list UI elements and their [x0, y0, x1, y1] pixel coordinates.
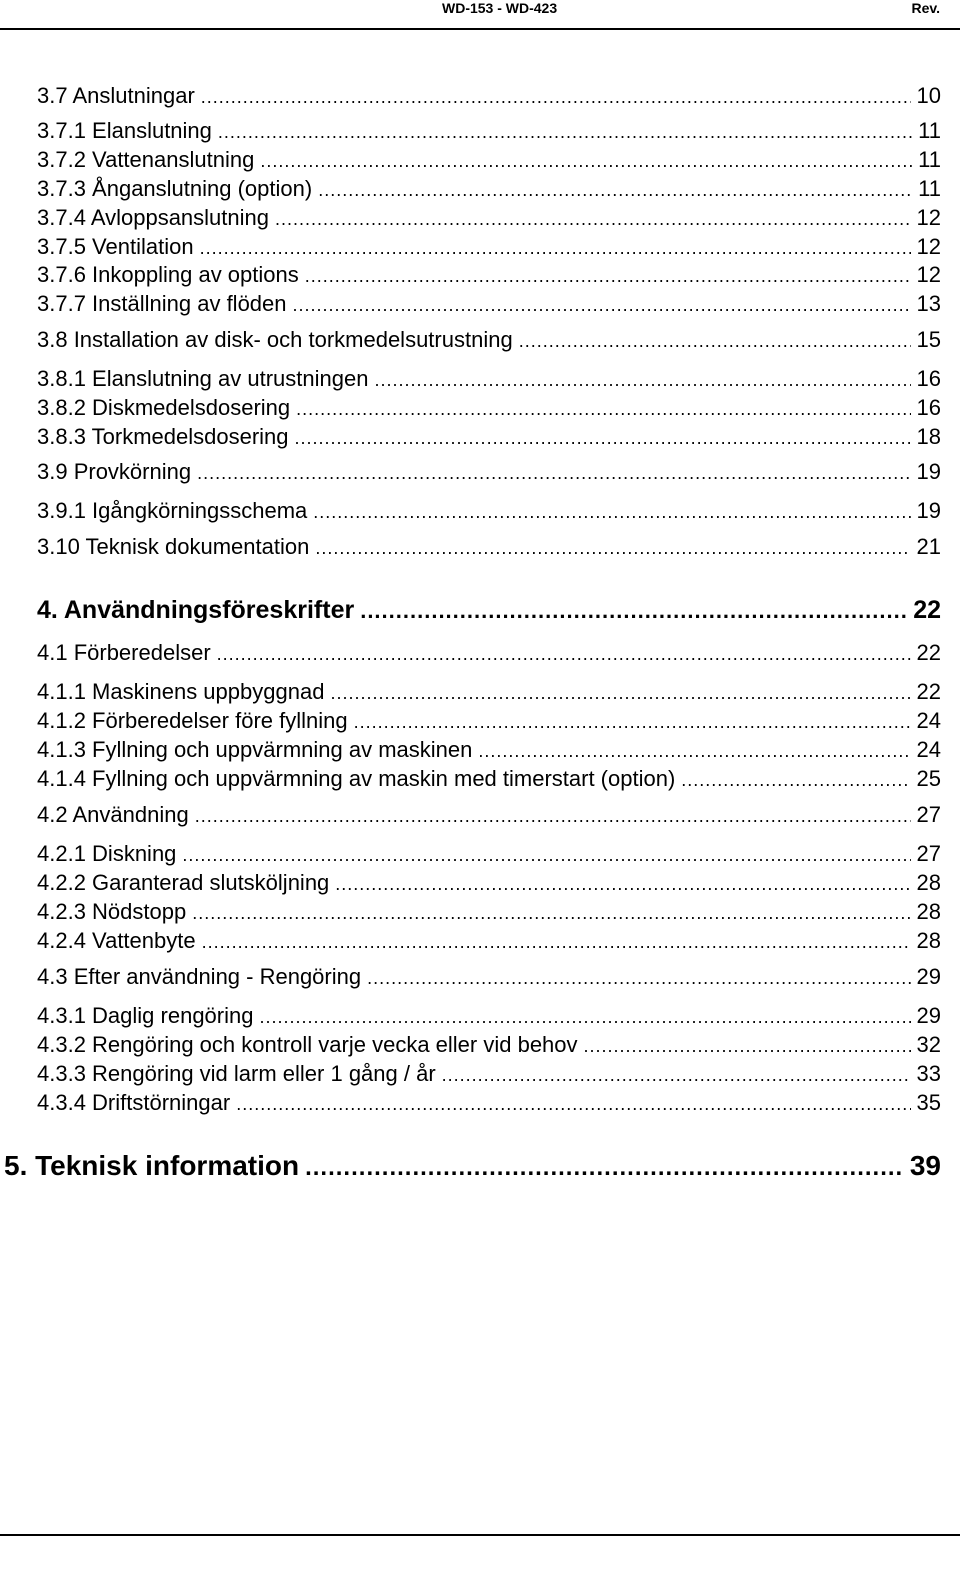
- toc-entry-4-3-3[interactable]: [37, 1061, 941, 1088]
- toc-entry-3-7-1[interactable]: [37, 118, 941, 145]
- toc-label: 3.8.3 Torkmedelsdosering: [37, 424, 289, 449]
- toc-label: 3.7.7 Inställning av flöden: [37, 291, 287, 316]
- toc-label: 3.7.2 Vattenanslutning: [37, 147, 255, 172]
- toc-leader: [584, 1033, 911, 1059]
- toc-entry-3-7-6[interactable]: [37, 262, 941, 289]
- toc-leader: [182, 842, 910, 868]
- toc-entry-3-7-7[interactable]: [37, 291, 941, 318]
- toc-leader: [217, 641, 911, 667]
- toc-page: 33: [916, 1061, 941, 1086]
- toc-leader: [197, 460, 910, 486]
- toc-entry-4-2-3[interactable]: [37, 899, 941, 926]
- toc-page: 19: [916, 498, 941, 523]
- toc-page: 22: [916, 679, 941, 704]
- toc-page: 29: [916, 964, 941, 989]
- toc-label: 4.3.3 Rengöring vid larm eller 1 gång / år: [37, 1061, 436, 1086]
- toc-label: 3.7.1 Elanslutning: [37, 118, 212, 143]
- toc-leader: [354, 709, 911, 735]
- toc-label: 4.3.2 Rengöring och kontroll varje vecka eller vid behov: [37, 1032, 578, 1057]
- toc-leader: [330, 680, 910, 706]
- toc-leader: [260, 148, 912, 174]
- toc-page: 16: [916, 366, 941, 391]
- toc-entry-4-3-4[interactable]: [37, 1090, 941, 1117]
- toc-leader: [318, 177, 912, 203]
- toc-label: 3.7.5 Ventilation: [37, 234, 194, 259]
- toc-page: 12: [916, 262, 941, 287]
- toc-label: 4.2.2 Garanterad slutsköljning: [37, 870, 330, 895]
- toc-leader: [201, 84, 911, 110]
- toc-label: 4.1.1 Maskinens uppbyggnad: [37, 679, 325, 704]
- toc-entry-5[interactable]: [4, 1150, 941, 1184]
- toc-label: 3.8.2 Diskmedelsdosering: [37, 395, 291, 420]
- toc-entry-4-1-2[interactable]: [37, 708, 941, 735]
- toc-label: 4.2 Användning: [37, 802, 189, 827]
- toc-leader: [202, 929, 911, 955]
- toc-leader: [367, 965, 910, 991]
- toc-page: 22: [913, 596, 941, 624]
- toc-page: 35: [916, 1090, 941, 1115]
- toc-leader: [315, 535, 910, 561]
- toc-label: 4.2.3 Nödstopp: [37, 899, 187, 924]
- toc-page: 10: [916, 83, 941, 108]
- toc-label: 4.1.3 Fyllning och uppvärmning av maskinen: [37, 737, 473, 762]
- toc-entry-3-7-3[interactable]: [37, 176, 941, 203]
- toc-label: 4.1.2 Förberedelser före fyllning: [37, 708, 348, 733]
- toc-page: 27: [916, 802, 941, 827]
- toc-label: 4.3 Efter användning - Rengöring: [37, 964, 362, 989]
- toc-leader: [295, 425, 911, 451]
- toc-page: 25: [916, 766, 941, 791]
- toc-leader: [192, 900, 910, 926]
- toc-page: 11: [918, 147, 941, 172]
- toc-entry-3-7-5[interactable]: [37, 234, 941, 261]
- toc-label: 3.7.6 Inkoppling av options: [37, 262, 299, 287]
- toc-page: 13: [916, 291, 941, 316]
- toc-entry-3-7-4[interactable]: [37, 205, 941, 232]
- toc-page: 19: [916, 459, 941, 484]
- toc-label: 3.9.1 Igångkörningsschema: [37, 498, 308, 523]
- toc-page: 15: [916, 327, 941, 352]
- toc-label: 4.1.4 Fyllning och uppvärmning av maskin med timerstart (option): [37, 766, 676, 791]
- toc-entry-4-2-2[interactable]: [37, 870, 941, 897]
- toc-leader: [305, 1152, 904, 1184]
- toc-page: 11: [918, 118, 941, 143]
- toc-page: 12: [916, 205, 941, 230]
- toc-entry-3-8[interactable]: [37, 327, 941, 354]
- toc-entry-4-3-2[interactable]: [37, 1032, 941, 1059]
- toc-label: 3.8.1 Elanslutning av utrustningen: [37, 366, 369, 391]
- toc-page: 39: [909, 1150, 941, 1181]
- toc-leader: [275, 206, 911, 232]
- toc-page: 16: [916, 395, 941, 420]
- toc-label: 3.10 Teknisk dokumentation: [37, 534, 310, 559]
- footer-rule: [0, 1534, 960, 1536]
- toc-entry-3-9-1[interactable]: [37, 498, 941, 525]
- toc-leader: [218, 119, 912, 145]
- toc-label: 4.3.4 Driftstörningar: [37, 1090, 231, 1115]
- toc-entry-4-1[interactable]: [37, 640, 941, 667]
- toc-entry-3-7-2[interactable]: [37, 147, 941, 174]
- toc-entry-3-8-3[interactable]: [37, 424, 941, 451]
- toc-page: 24: [916, 708, 941, 733]
- toc-entry-3-10[interactable]: [37, 534, 941, 561]
- toc-entry-3-9[interactable]: [37, 459, 941, 486]
- toc-label: 3.7.3 Ånganslutning (option): [37, 176, 313, 201]
- page-header: [0, 0, 960, 30]
- toc-leader: [335, 871, 910, 897]
- toc-leader: [313, 499, 910, 525]
- toc-entry-4-3-1[interactable]: [37, 1003, 941, 1030]
- toc-entry-4-3[interactable]: [37, 964, 941, 991]
- toc-page: 11: [918, 176, 941, 201]
- toc-page: 18: [916, 424, 941, 449]
- toc-entry-4-1-3[interactable]: [37, 737, 941, 764]
- toc-label: 4.2.1 Diskning: [37, 841, 177, 866]
- toc-page: 28: [916, 928, 941, 953]
- toc-label: 3.7.4 Avloppsanslutning: [37, 205, 269, 230]
- toc-page: 27: [916, 841, 941, 866]
- toc-entry-4-1-1[interactable]: [37, 679, 941, 706]
- toc-leader: [519, 328, 911, 354]
- toc-leader: [681, 767, 910, 793]
- toc-page: 24: [916, 737, 941, 762]
- toc-leader: [360, 598, 907, 624]
- toc-page: 28: [916, 870, 941, 895]
- revision-label: Rev.: [911, 0, 940, 16]
- toc-entry-4-1-4[interactable]: [37, 766, 941, 793]
- toc-label: 4.1 Förberedelser: [37, 640, 211, 665]
- toc-page: 29: [916, 1003, 941, 1028]
- toc-leader: [442, 1062, 911, 1088]
- toc-leader: [305, 263, 911, 289]
- toc-entry-4-2-1[interactable]: [37, 841, 941, 868]
- toc-page: 12: [916, 234, 941, 259]
- toc-label: 4.2.4 Vattenbyte: [37, 928, 196, 953]
- toc-leader: [293, 292, 911, 318]
- toc-entry-4[interactable]: [37, 597, 941, 624]
- toc-leader: [200, 235, 911, 261]
- toc-label: 4.3.1 Daglig rengöring: [37, 1003, 254, 1028]
- toc-page: 28: [916, 899, 941, 924]
- toc-page: 21: [916, 534, 941, 559]
- document-title: WD-153 - WD-423: [442, 0, 558, 16]
- toc-entry-3-8-1[interactable]: [37, 366, 941, 393]
- toc-page: 32: [916, 1032, 941, 1057]
- toc-leader: [236, 1091, 910, 1117]
- toc-entry-4-2-4[interactable]: [37, 928, 941, 955]
- toc-entry-3-8-2[interactable]: [37, 395, 941, 422]
- toc-leader: [374, 367, 910, 393]
- toc-leader: [259, 1004, 910, 1030]
- toc-entry-3-7[interactable]: [37, 83, 941, 110]
- toc-leader: [478, 738, 910, 764]
- toc-label: 3.7 Anslutningar: [37, 83, 195, 108]
- toc-entry-4-2[interactable]: [37, 802, 941, 829]
- toc-leader: [296, 396, 910, 422]
- toc-label: 3.8 Installation av disk- och torkmedelsutrustning: [37, 327, 513, 352]
- toc-label: 3.9 Provkörning: [37, 459, 192, 484]
- toc-label: 5. Teknisk information: [4, 1150, 300, 1181]
- toc-leader: [195, 803, 911, 829]
- toc-label: 4. Användningsföreskrifter: [37, 596, 355, 624]
- toc-page: 22: [916, 640, 941, 665]
